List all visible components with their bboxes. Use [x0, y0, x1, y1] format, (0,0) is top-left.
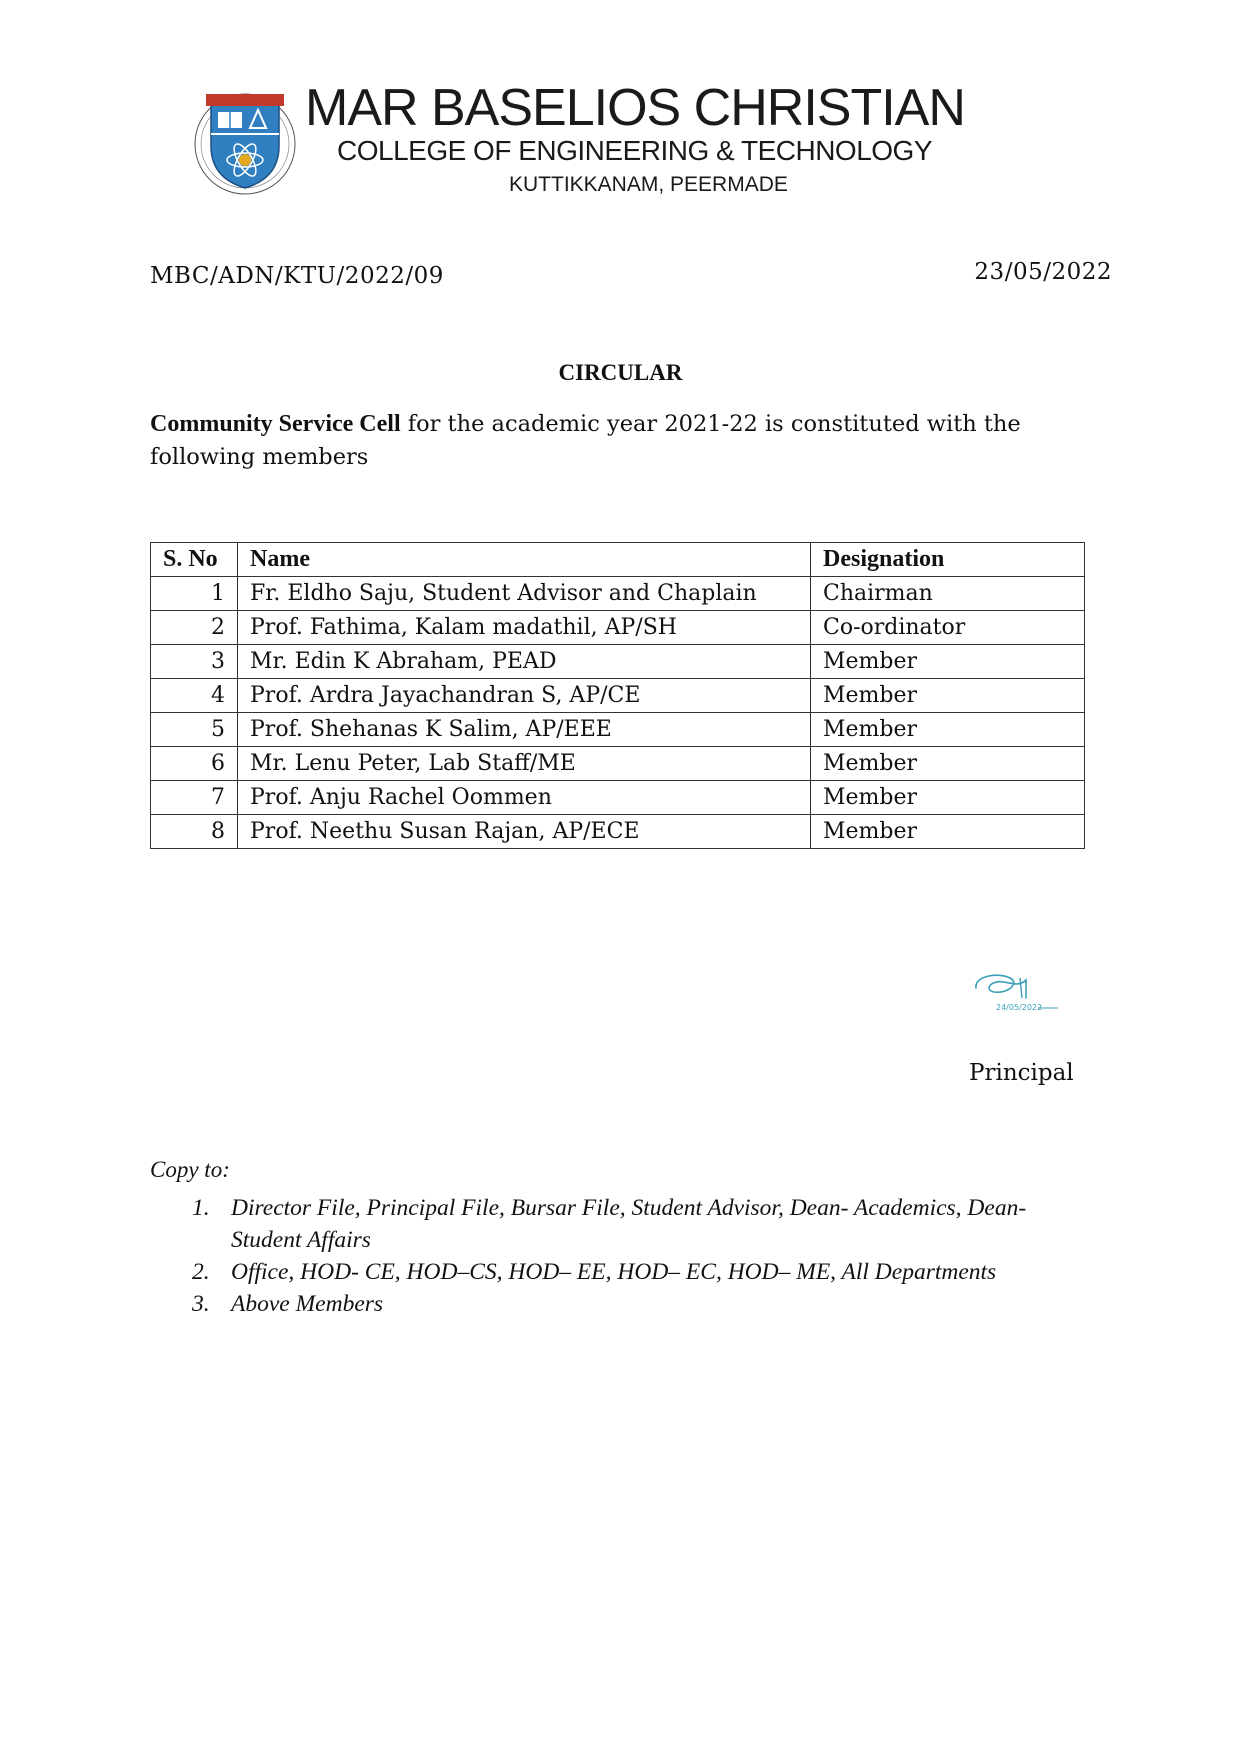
copy-to-label: Copy to: [150, 1157, 230, 1182]
members-table [150, 542, 1085, 849]
table-header-row [151, 543, 1085, 577]
row-designation: Member [811, 645, 1085, 679]
list-item-number: 2. [192, 1259, 210, 1285]
table-row [151, 747, 1085, 781]
signature-date: 24/05/2022 [996, 1003, 1043, 1012]
table-row [151, 611, 1085, 645]
list-item-number: 3. [192, 1291, 210, 1317]
copy-to-list [150, 1192, 1085, 1320]
row-sno: 5 [151, 713, 238, 747]
college-location: KUTTIKKANAM, PEERMADE [509, 173, 788, 196]
list-item-text: Above Members [231, 1291, 384, 1317]
row-name: Mr. Edin K Abraham, PEAD [238, 645, 811, 679]
list-item-text: Office, HOD- CE, HOD–CS, HOD– EE, HOD– EC, HOD– ME, All Departments [231, 1259, 997, 1285]
row-sno: 8 [151, 815, 238, 849]
table-row [151, 815, 1085, 849]
row-name: Prof. Anju Rachel Oommen [238, 781, 811, 815]
table-row [151, 577, 1085, 611]
intro-text: for the academic year 2021-22 is constituted with the following members [150, 411, 1021, 470]
row-name: Prof. Fathima, Kalam madathil, AP/SH [238, 611, 811, 645]
row-sno: 4 [151, 679, 238, 713]
row-designation: Member [811, 679, 1085, 713]
header-designation: Designation [811, 543, 1085, 577]
table-row [151, 645, 1085, 679]
intro-paragraph [150, 408, 1125, 474]
row-name: Prof. Ardra Jayachandran S, AP/CE [238, 679, 811, 713]
intro-cell-name: Community Service Cell [150, 411, 401, 437]
row-sno: 6 [151, 747, 238, 781]
row-designation: Member [811, 781, 1085, 815]
row-sno: 2 [151, 611, 238, 645]
list-item-number: 1. [192, 1195, 210, 1221]
header-sno: S. No [151, 543, 238, 577]
list-item [150, 1288, 1085, 1320]
circular-date: 23/05/2022 [974, 259, 1112, 285]
table-row [151, 713, 1085, 747]
row-sno: 7 [151, 781, 238, 815]
college-crest-logo [178, 86, 312, 198]
row-designation: Member [811, 713, 1085, 747]
row-designation: Co-ordinator [811, 611, 1085, 645]
row-designation: Chairman [811, 577, 1085, 611]
table-row [151, 781, 1085, 815]
college-subtitle: COLLEGE OF ENGINEERING & TECHNOLOGY [337, 135, 932, 166]
table-row [151, 679, 1085, 713]
row-name: Fr. Eldho Saju, Student Advisor and Chaplain [238, 577, 811, 611]
row-sno: 3 [151, 645, 238, 679]
row-name: Prof. Shehanas K Salim, AP/EEE [238, 713, 811, 747]
row-designation: Member [811, 747, 1085, 781]
row-name: Prof. Neethu Susan Rajan, AP/ECE [238, 815, 811, 849]
circular-heading: CIRCULAR [558, 360, 683, 385]
list-item [150, 1192, 1085, 1256]
row-designation: Member [811, 815, 1085, 849]
list-item [150, 1256, 1085, 1288]
row-name: Mr. Lenu Peter, Lab Staff/ME [238, 747, 811, 781]
reference-number: MBC/ADN/KTU/2022/09 [150, 263, 444, 289]
row-sno: 1 [151, 577, 238, 611]
signatory-title: Principal [969, 1060, 1074, 1086]
college-name: MAR BASELIOS CHRISTIAN [305, 79, 965, 137]
header-name: Name [238, 543, 811, 577]
list-item-text: Director File, Principal File, Bursar File, Student Advisor, Dean- Academics, Dean- Student Affairs [231, 1195, 1027, 1253]
principal-signature [970, 968, 1060, 1018]
